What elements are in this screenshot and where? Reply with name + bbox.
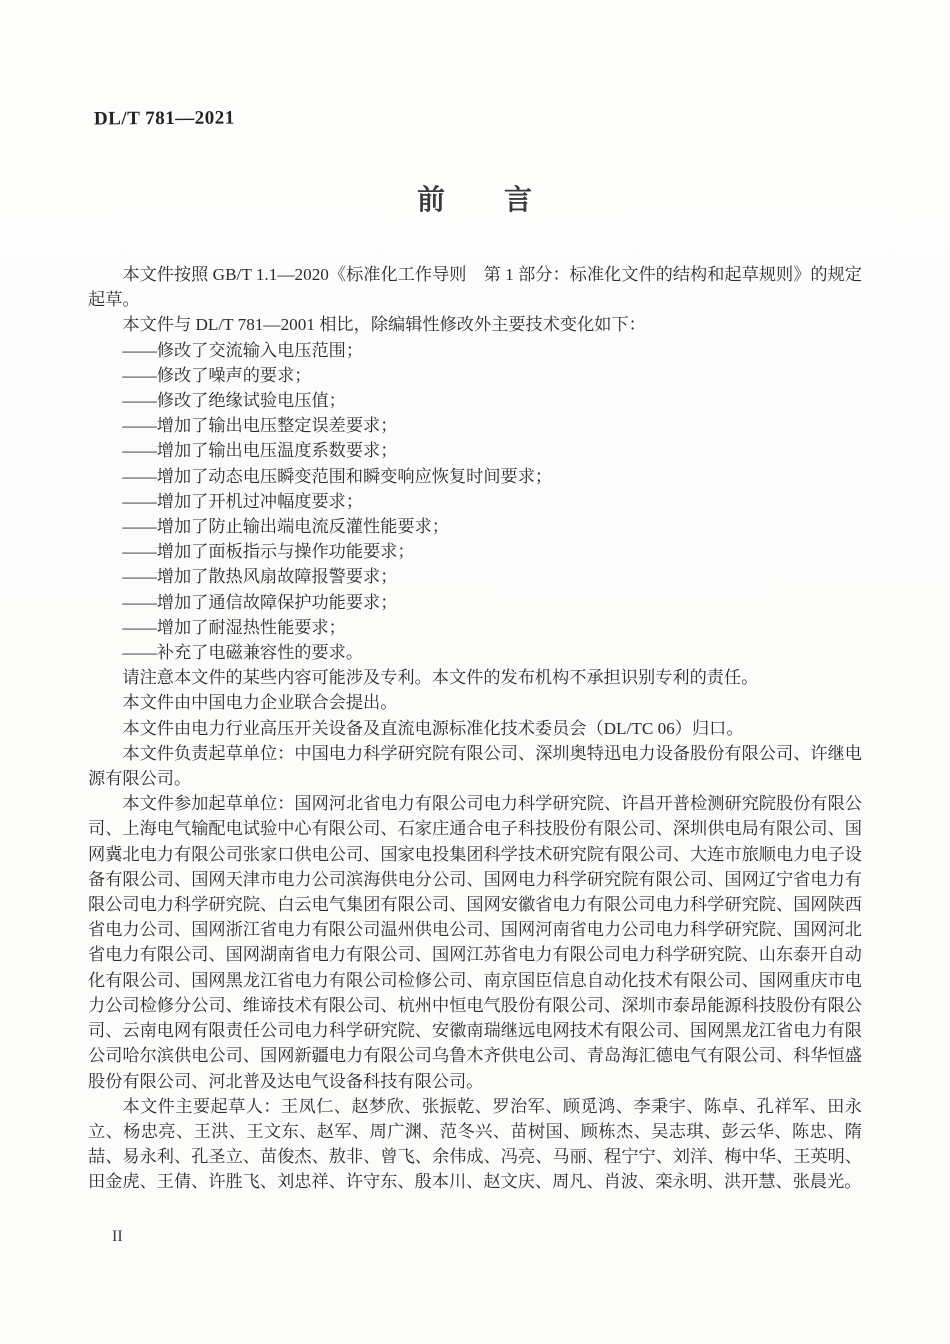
standard-code: DL/T 781—2021 (93, 107, 235, 130)
change-item: ——增加了输出电压整定误差要求； (122, 416, 398, 436)
change-item: ——增加了防止输出端电流反灌性能要求； (122, 517, 449, 537)
page-title: 前 言 (416, 185, 533, 216)
changes-list (88, 338, 862, 666)
change-item: ——修改了噪声的要求； (122, 365, 312, 385)
page-number: II (112, 1228, 123, 1245)
change-item: ——增加了散热风扇故障报警要求； (122, 567, 398, 587)
paragraph-drafting-basis: 本文件按照 GB/T 1.1—2020《标准化工作导则 第 1 部分：标准化文件的结构和起草规则》的规定起草。 (88, 265, 862, 310)
paragraph-main-drafters: 本文件主要起草人：王凤仁、赵梦欣、张振乾、罗治军、顾觅鸿、李秉宇、陈卓、孔祥军、田永立、杨忠亮、王洪、王文东、赵军、周广渊、范冬兴、苗树国、顾栋杰、吴志琪、彭云华、陈忠、隋喆、易永利、孔圣立、苗俊杰、敖非、曾飞、余伟成、冯亮、马丽、程宁宁、刘洋、梅中华、王英明、田金虎、王倩、许胜飞、刘忠祥、许守东、殷本川、赵文庆、周凡、肖波、栾永明、洪开慧、张晨光。 (88, 1096, 862, 1192)
change-item: ——增加了开机过冲幅度要求； (122, 491, 364, 511)
foreword-content (88, 262, 862, 1195)
paragraph-participating-units: 本文件参加起草单位：国网河北省电力有限公司电力科学研究院、许昌开普检测研究院股份有限公司、上海电气输配电试验中心有限公司、石家庄通合电子科技股份有限公司、深圳供电局有限公司、国网冀北电力有限公司张家口供电公司、国家电投集团科学技术研究院有限公司、大连市旅顺电力电子设备有限公司、国网天津市电力公司滨海供电分公司、国网电力科学研究院有限公司、国网辽宁省电力有限公司电力科学研究院、白云电气集团有限公司、国网安徽省电力有限公司电力科学研究院、国网陕西省电力公司、国网浙江省电力有限公司温州供电公司、国网河南省电力公司电力科学研究院、国网河北省电力有限公司、国网湖南省电力有限公司、国网江苏省电力有限公司电力科学研究院、山东泰开自动化有限公司、国网黑龙江省电力有限公司检修公司、南京国臣信息自动化技术有限公司、国网重庆市电力公司检修分公司、维谛技术有限公司、杭州中恒电气股份有限公司、深圳市泰昂能源科技股份有限公司、云南电网有限责任公司电力科学研究院、安徽南瑞继远电网技术有限公司、国网黑龙江省电力有限公司哈尔滨供电公司、国网新疆电力有限公司乌鲁木齐供电公司、青岛海汇德电气有限公司、科华恒盛股份有限公司、河北普及达电气设备科技有限公司。 (88, 794, 862, 1091)
change-item: ——增加了动态电压瞬变范围和瞬变响应恢复时间要求； (122, 466, 553, 486)
paragraph-responsible-units: 本文件负责起草单位：中国电力科学研究院有限公司、深圳奥特迅电力设备股份有限公司、许继电源有限公司。 (88, 743, 862, 789)
paragraph-centralized-by: 本文件由电力行业高压开关设备及直流电源标准化技术委员会（DL/TC 06）归口。 (122, 718, 744, 738)
paragraph-proposed-by: 本文件由中国电力企业联合会提出。 (122, 693, 398, 713)
change-item: ——增加了输出电压温度系数要求； (122, 441, 398, 461)
change-item: ——增加了面板指示与操作功能要求； (122, 542, 415, 562)
change-item: ——修改了绝缘试验电压值； (122, 391, 346, 411)
paragraph-comparison-intro: 本文件与 DL/T 781—2001 相比，除编辑性修改外主要技术变化如下： (122, 315, 646, 335)
paragraph-patent-notice: 请注意本文件的某些内容可能涉及专利。本文件的发布机构不承担识别专利的责任。 (122, 668, 759, 688)
change-item: ——增加了通信故障保护功能要求； (122, 592, 398, 612)
change-item: ——修改了交流输入电压范围； (122, 340, 364, 360)
change-item: ——补充了电磁兼容性的要求。 (122, 643, 364, 663)
change-item: ——增加了耐湿热性能要求； (122, 617, 346, 637)
